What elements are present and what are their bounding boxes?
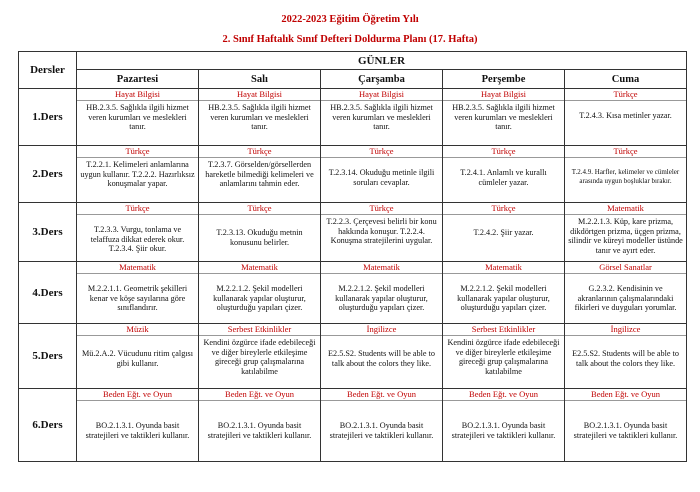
lesson-cell xyxy=(443,89,565,146)
lesson-cell xyxy=(565,203,687,262)
subject-label: Matematik xyxy=(565,203,686,215)
lesson-label: 1.Ders xyxy=(19,89,77,146)
table-row xyxy=(19,146,687,203)
lesson-cell xyxy=(199,324,321,389)
subject-label: Müzik xyxy=(77,324,198,336)
lesson-label: 4.Ders xyxy=(19,262,77,324)
table-row xyxy=(19,389,687,462)
outcome-text: BO.2.1.3.1. Oyunda basit stratejileri ve taktikleri kullanır. xyxy=(207,421,312,440)
subject-label: Hayat Bilgisi xyxy=(443,89,564,101)
outcome-text: G.2.3.2. Kendisinin ve akranlarının çalışmalarındaki fikirleri ve duyguları yorumlar. xyxy=(574,284,677,313)
outcome-text: BO.2.1.3.1. Oyunda basit stratejileri ve taktikleri kullanır. xyxy=(451,421,556,440)
lesson-cell xyxy=(565,389,687,462)
subject-label: İngilizce xyxy=(565,324,686,336)
lesson-cell xyxy=(443,146,565,203)
outcome-text: T.2.4.2. Şiir yazar. xyxy=(473,228,534,237)
outcome-text: BO.2.1.3.1. Oyunda basit stratejileri ve taktikleri kullanır. xyxy=(85,421,190,440)
outcome-text: M.2.2.1.2. Şekil modelleri kullanarak yapılar oluşturur, oluşturduğu yapıları çizer. xyxy=(213,284,306,313)
outcome-text: T.2.4.1. Anlamlı ve kurallı cümleler yazar. xyxy=(460,168,547,187)
lesson-cell xyxy=(443,262,565,324)
header-gunler: GÜNLER xyxy=(77,52,687,70)
lesson-cell xyxy=(199,262,321,324)
weekly-plan-table xyxy=(18,51,687,462)
outcome-text: T.2.2.1. Kelimeleri anlamlarına uygun kullanır. T.2.2.2. Hazırlıksız konuşmalar yapar. xyxy=(80,160,195,189)
subject-label: Matematik xyxy=(77,262,198,274)
outcome-text: HB.2.3.5. Sağlıkla ilgili hizmet veren kurumları ve meslekleri tanır. xyxy=(208,103,311,132)
subject-label: Serbest Etkinlikler xyxy=(443,324,564,336)
outcome-text: Kendini özgürce ifade edebileceği ve diğer bireylerle etkileşime gireceği grup çalışmalarına katılabilme xyxy=(203,338,316,376)
outcome-text: M.2.2.1.3. Küp, kare prizma, dikdörtgen prizma, üçgen prizma, silindir ve küreyi modeller üstünde tanır ve ayırt eder. xyxy=(568,217,683,255)
subject-label: Türkçe xyxy=(199,203,320,215)
lesson-cell xyxy=(443,203,565,262)
table-row xyxy=(19,324,687,389)
outcome-text: T.2.4.9. Harfler, kelimeler ve cümleler arasında uygun boşluklar bırakır. xyxy=(571,168,680,185)
outcome-text: HB.2.3.5. Sağlıkla ilgili hizmet veren kurumları ve meslekleri tanır. xyxy=(452,103,555,132)
lesson-cell xyxy=(443,389,565,462)
outcome-text: Kendini özgürce ifade edebileceği ve diğer bireylerle etkileşime gireceği grup çalışmalarına katılabilme xyxy=(447,338,560,376)
outcome-text: T.2.3.7. Görselden/görsellerden hareketle bilmediği kelimeleri ve anlamlarını tahmin eder. xyxy=(205,160,314,189)
subject-label: Türkçe xyxy=(77,146,198,158)
outcome-text: E2.5.S2. Students will be able to talk about the colors they like. xyxy=(328,349,435,368)
lesson-cell xyxy=(321,146,443,203)
subject-label: Türkçe xyxy=(443,203,564,215)
header-day-tuesday: Salı xyxy=(199,70,321,89)
subject-label: Hayat Bilgisi xyxy=(321,89,442,101)
table-row xyxy=(19,262,687,324)
outcome-text: HB.2.3.5. Sağlıkla ilgili hizmet veren kurumları ve meslekleri tanır. xyxy=(330,103,433,132)
subject-label: Türkçe xyxy=(565,146,686,158)
outcome-text: T.2.3.13. Okuduğu metnin konusunu belirler. xyxy=(216,228,303,247)
header-day-thursday: Perşembe xyxy=(443,70,565,89)
header-day-wednesday: Çarşamba xyxy=(321,70,443,89)
subject-label: Beden Eğt. ve Oyun xyxy=(565,389,686,401)
subject-label: Hayat Bilgisi xyxy=(77,89,198,101)
subject-label: Serbest Etkinlikler xyxy=(199,324,320,336)
lesson-cell xyxy=(443,324,565,389)
header-day-monday: Pazartesi xyxy=(77,70,199,89)
subject-label: Matematik xyxy=(321,262,442,274)
lesson-label: 5.Ders xyxy=(19,324,77,389)
outcome-text: M.2.2.1.2. Şekil modelleri kullanarak yapılar oluşturur, oluşturduğu yapıları çizer. xyxy=(335,284,428,313)
lesson-cell xyxy=(77,89,199,146)
subject-label: Beden Eğt. ve Oyun xyxy=(199,389,320,401)
subject-label: Beden Eğt. ve Oyun xyxy=(443,389,564,401)
lesson-cell xyxy=(321,324,443,389)
outcome-text: HB.2.3.5. Sağlıkla ilgili hizmet veren kurumları ve meslekleri tanır. xyxy=(86,103,189,132)
lesson-cell xyxy=(321,89,443,146)
header-day-friday: Cuma xyxy=(565,70,687,89)
lesson-cell xyxy=(565,324,687,389)
subject-label: Türkçe xyxy=(199,146,320,158)
lesson-label: 2.Ders xyxy=(19,146,77,203)
lesson-cell xyxy=(77,389,199,462)
subject-label: Beden Eğt. ve Oyun xyxy=(321,389,442,401)
lesson-cell xyxy=(321,389,443,462)
lesson-cell xyxy=(199,89,321,146)
lesson-cell xyxy=(199,146,321,203)
lesson-cell xyxy=(199,203,321,262)
subject-label: Türkçe xyxy=(321,203,442,215)
lesson-cell xyxy=(199,389,321,462)
subject-label: Türkçe xyxy=(77,203,198,215)
outcome-text: T.2.2.3. Çerçevesi belirli bir konu hakkında konuşur. T.2.2.4. Konuşma stratejilerini uygular. xyxy=(326,217,437,246)
lesson-label: 6.Ders xyxy=(19,389,77,462)
lesson-cell xyxy=(565,146,687,203)
outcome-text: BO.2.1.3.1. Oyunda basit stratejileri ve taktikleri kullanır. xyxy=(329,421,434,440)
subject-label: Beden Eğt. ve Oyun xyxy=(77,389,198,401)
outcome-text: M.2.2.1.1. Geometrik şekilleri kenar ve köşe sayılarına göre sınıflandırır. xyxy=(87,284,188,313)
outcome-text: E2.5.S2. Students will be able to talk about the colors they like. xyxy=(572,349,679,368)
outcome-text: T.2.3.3. Vurgu, tonlama ve telaffuza dikkat ederek okur. T.2.3.4. Şiir okur. xyxy=(90,225,185,254)
lesson-cell xyxy=(565,89,687,146)
lesson-cell xyxy=(321,262,443,324)
lesson-cell xyxy=(77,262,199,324)
lesson-label: 3.Ders xyxy=(19,203,77,262)
lesson-cell xyxy=(565,262,687,324)
outcome-text: T.2.4.3. Kısa metinler yazar. xyxy=(579,111,672,120)
outcome-text: Mü.2.A.2. Vücudunu ritim çalgısı gibi kullanır. xyxy=(81,349,194,368)
table-row xyxy=(19,89,687,146)
subject-label: Matematik xyxy=(199,262,320,274)
subject-label: Hayat Bilgisi xyxy=(199,89,320,101)
outcome-text: T.2.3.14. Okuduğu metinle ilgili soruları cevaplar. xyxy=(328,168,435,187)
title-plan: 2. Sınıf Haftalık Sınıf Defteri Doldurma Planı (17. Hafta) xyxy=(222,34,478,45)
table-row xyxy=(19,203,687,262)
subject-label: Türkçe xyxy=(565,89,686,101)
subject-label: İngilizce xyxy=(321,324,442,336)
header-dersler: Dersler xyxy=(19,52,77,89)
outcome-text: BO.2.1.3.1. Oyunda basit stratejileri ve taktikleri kullanır. xyxy=(573,421,678,440)
title-year: 2022-2023 Eğitim Öğretim Yılı xyxy=(281,14,419,25)
lesson-cell xyxy=(77,146,199,203)
subject-label: Görsel Sanatlar xyxy=(565,262,686,274)
lesson-cell xyxy=(77,324,199,389)
subject-label: Türkçe xyxy=(443,146,564,158)
outcome-text: M.2.2.1.2. Şekil modelleri kullanarak yapılar oluşturur, oluşturduğu yapıları çizer. xyxy=(457,284,550,313)
subject-label: Matematik xyxy=(443,262,564,274)
subject-label: Türkçe xyxy=(321,146,442,158)
lesson-cell xyxy=(77,203,199,262)
lesson-cell xyxy=(321,203,443,262)
